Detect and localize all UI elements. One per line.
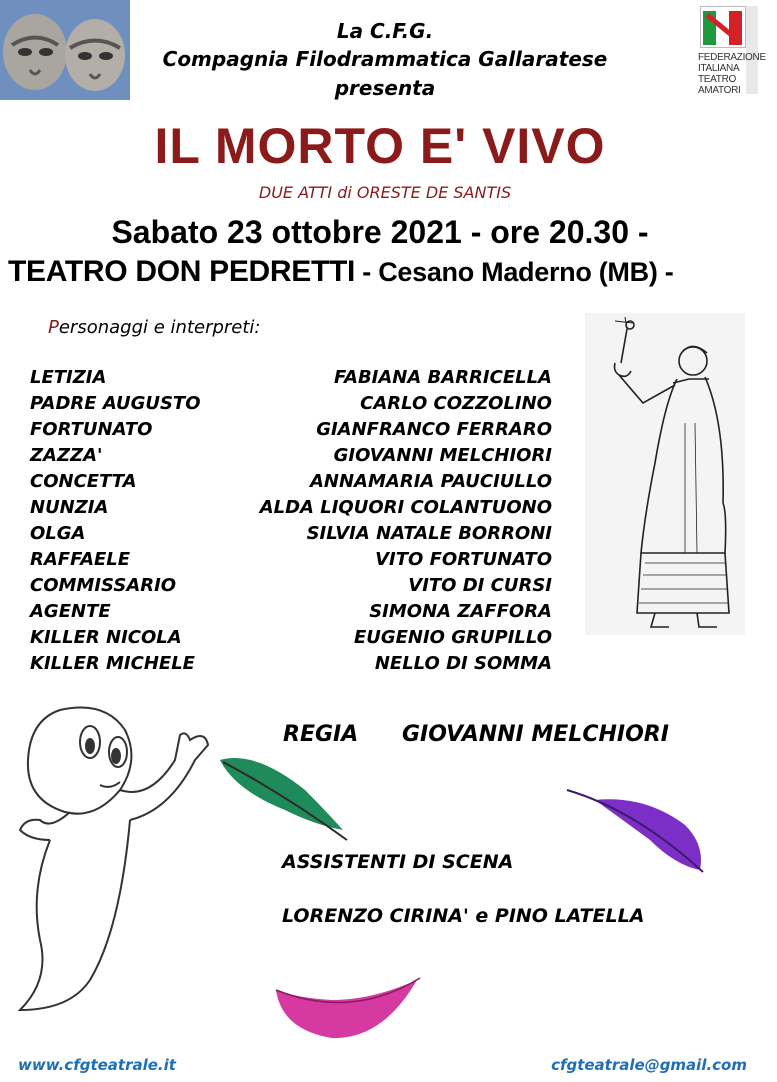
- show-title: IL MORTO E' VIVO: [154, 118, 606, 174]
- cast-role: CONCETTA: [30, 471, 137, 492]
- website-link[interactable]: www.cfgteatrale.it: [18, 1056, 176, 1074]
- cast-actor: FABIANA BARRICELLA: [334, 367, 552, 388]
- company-short-name: La C.F.G.: [336, 19, 434, 43]
- company-full-name: Compagnia Filodrammatica Gallaratese: [162, 47, 608, 71]
- cast-actor: CARLO COZZOLINO: [360, 393, 552, 414]
- cast-role: RAFFAELE: [30, 549, 131, 570]
- cast-actor: GIOVANNI MELCHIORI: [333, 445, 552, 466]
- cast-list: [30, 365, 552, 677]
- cast-row: [30, 573, 552, 599]
- fita-logo-text: FEDERAZIONE ITALIANA TEATRO AMATORI: [698, 52, 766, 96]
- show-subtitle: DUE ATTI di ORESTE DE SANTIS: [258, 183, 512, 202]
- cast-actor: VITO FORTUNATO: [375, 549, 552, 570]
- cast-row: [30, 365, 552, 391]
- stage-assistants-label: ASSISTENTI DI SCENA: [282, 851, 514, 873]
- direction-label: REGIA: [283, 722, 359, 747]
- show-venue: [8, 252, 768, 292]
- fita-logo: [698, 4, 766, 98]
- cast-row: [30, 417, 552, 443]
- cast-role: LETIZIA: [30, 367, 107, 388]
- cast-heading-rest: ersonaggi e interpreti:: [58, 317, 261, 338]
- cast-heading-initial: P: [48, 317, 59, 338]
- cast-role: KILLER NICOLA: [30, 627, 182, 648]
- cast-role: KILLER MICHELE: [30, 653, 195, 674]
- green-feather-icon: [215, 750, 350, 845]
- cast-role: COMMISSARIO: [30, 575, 177, 596]
- cast-actor: ALDA LIQUORI COLANTUONO: [259, 497, 552, 518]
- director-name: GIOVANNI MELCHIORI: [402, 722, 669, 747]
- show-date: Sabato 23 ottobre 2021 - ore 20.30 -: [111, 214, 649, 250]
- cast-actor: ANNAMARIA PAUCIULLO: [310, 471, 552, 492]
- cast-actor: NELLO DI SOMMA: [374, 653, 552, 674]
- cast-row: [30, 521, 552, 547]
- cast-row: [30, 391, 552, 417]
- cast-row: [30, 443, 552, 469]
- presents-label: presenta: [334, 76, 436, 100]
- cast-actor: SILVIA NATALE BORRONI: [306, 523, 552, 544]
- cast-row: [30, 469, 552, 495]
- pink-feather-icon: [272, 960, 422, 1045]
- cast-role: FORTUNATO: [30, 419, 153, 440]
- venue-name: TEATRO DON PEDRETTI: [8, 255, 356, 288]
- cast-actor: EUGENIO GRUPILLO: [353, 627, 552, 648]
- priest-sketch-icon: [585, 313, 745, 635]
- cast-row: [30, 547, 552, 573]
- ghost-cartoon-icon: [10, 690, 215, 1020]
- cast-role: ZAZZA': [30, 445, 103, 466]
- cast-heading: [48, 317, 261, 338]
- stage-assistants-names: LORENZO CIRINA' e PINO LATELLA: [282, 905, 645, 927]
- cast-actor: GIANFRANCO FERRARO: [316, 419, 552, 440]
- cast-role: PADRE AUGUSTO: [30, 393, 201, 414]
- cast-role: NUNZIA: [30, 497, 109, 518]
- email-link[interactable]: cfgteatrale@gmail.com: [551, 1056, 747, 1074]
- cast-role: OLGA: [30, 523, 86, 544]
- theatre-masks-icon: [0, 0, 130, 100]
- italian-flag-icon: [700, 6, 746, 48]
- cast-actor: VITO DI CURSI: [408, 575, 552, 596]
- cast-row: [30, 625, 552, 651]
- cast-actor: SIMONA ZAFFORA: [369, 601, 552, 622]
- venue-location: - Cesano Maderno (MB) -: [355, 257, 674, 287]
- cast-row: [30, 651, 552, 677]
- purple-feather-icon: [565, 780, 710, 875]
- cast-row: [30, 599, 552, 625]
- cast-role: AGENTE: [30, 601, 111, 622]
- cast-row: [30, 495, 552, 521]
